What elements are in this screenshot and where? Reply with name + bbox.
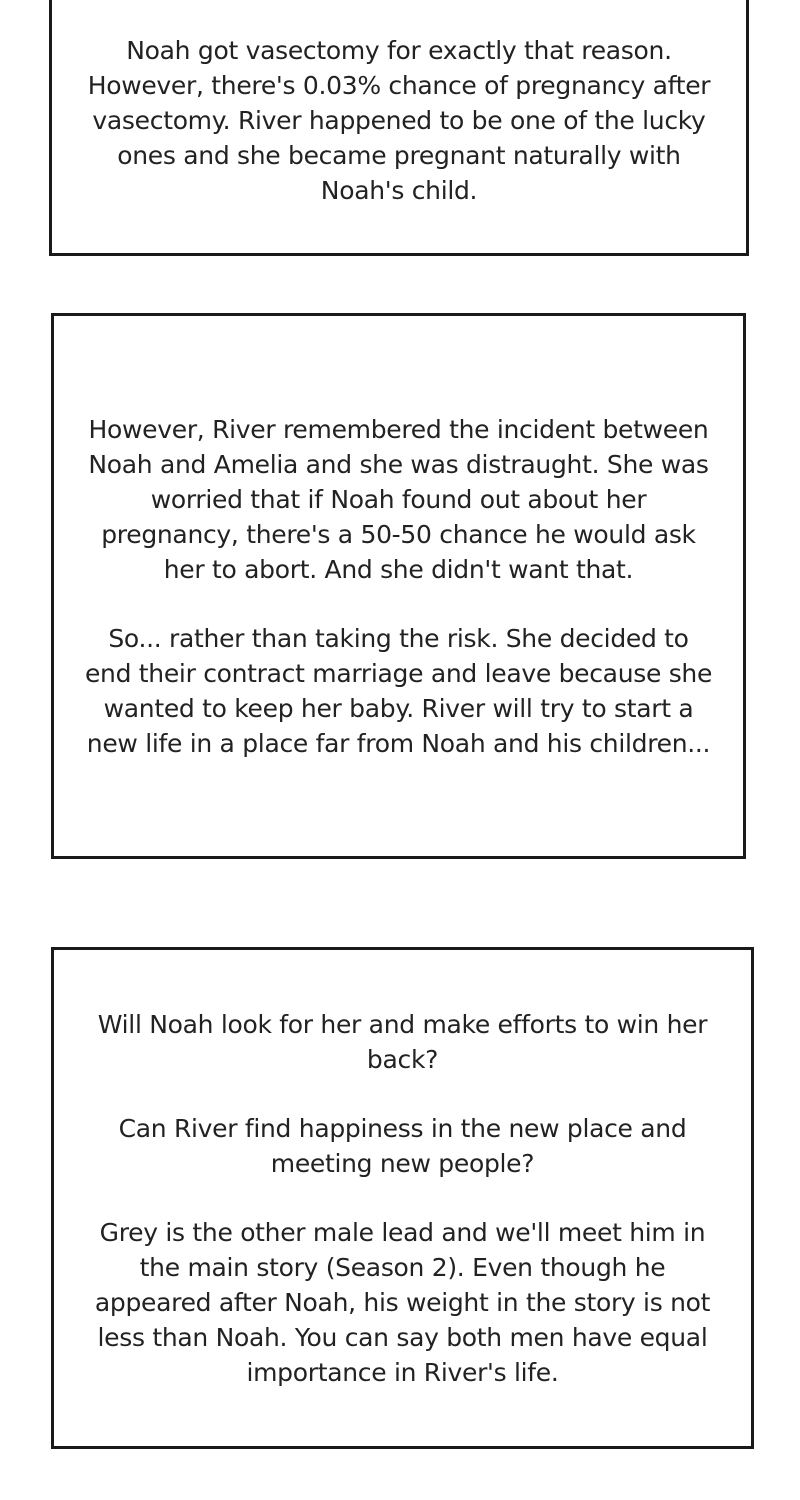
story-panel-1 [49,0,749,256]
panel-2-paragraph-1: However, River remembered the incident between Noah and Amelia and she was distraught. She was worried that if Noah found out about her pregnancy, there's a 50-50 chance he would ask her to abort. And she didn't want that. [88,414,709,584]
panel-1-paragraph-1: Noah got vasectomy for exactly that reason. However, there's 0.03% chance of pregnancy after vasectomy. River happened to be one of the lucky ones and she became pregnant naturally with Noah's child. [87,36,711,205]
panel-3-paragraph-3: Grey is the other male lead and we'll meet him in the main story (Season 2). Even though he appeared after Noah, his weight in the story is not less than Noah. You can say both men have equal importance in River's life. [94,1217,711,1387]
panel-2-paragraph-2: So... rather than taking the risk. She decided to end their contract marriage and leave because she wanted to keep her baby. River will try to start a new life in a place far from Noah and his children... [84,623,713,758]
story-panel-2 [51,313,746,859]
story-panel-3 [51,947,754,1449]
panel-3-paragraph-2: Can River find happiness in the new place and meeting new people? [118,1113,687,1178]
panel-3-paragraph-1: Will Noah look for her and make efforts to win her back? [97,1009,708,1074]
